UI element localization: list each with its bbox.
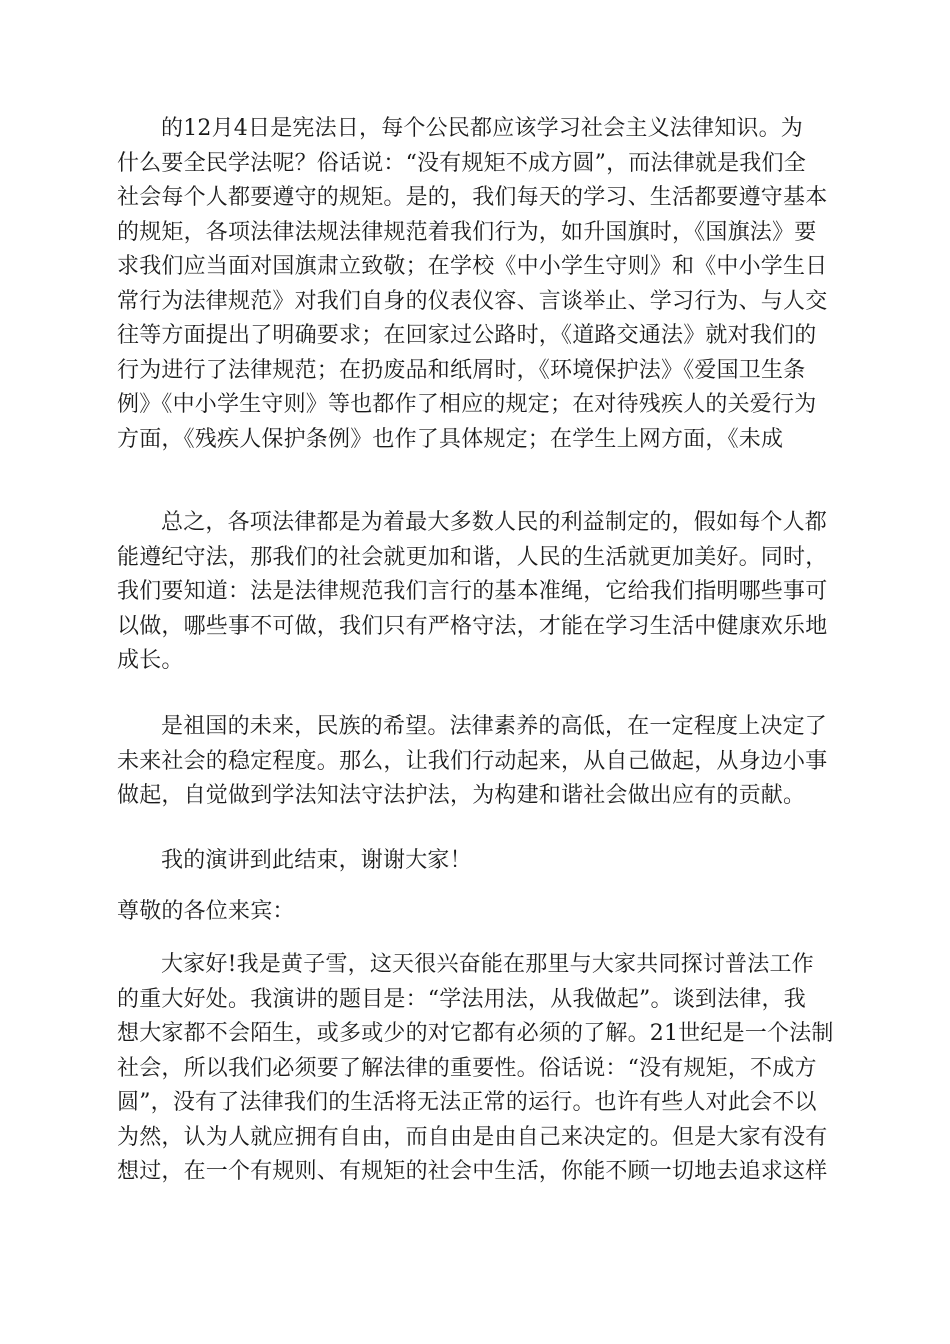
text-line: 行为进行了法律规范；在扔废品和纸屑时，《环境保护法》《爱国卫生条: [117, 357, 806, 383]
text-line: 想过，在一个有规则、有规矩的社会中生活，你能不顾一切地去追求这样: [117, 1159, 828, 1184]
text-line: 的12月4日是宪法日，每个公民都应该学习社会主义法律知识。为: [161, 116, 803, 141]
text-line: 我的演讲到此结束，谢谢大家！: [161, 848, 472, 873]
text-line: 例》《中小学生守则》等也都作了相应的规定；在对待残疾人的关爱行为: [117, 392, 817, 417]
text-line: 是祖国的未来，民族的希望。法律素养的高低，在一定程度上决定了: [161, 714, 828, 739]
text-line: 的重大好处。我演讲的题目是：“学法用法，从我做起”。谈到法律，我: [117, 986, 806, 1012]
text-line: 社会每个人都要遵守的规矩。是的，我们每天的学习、生活都要遵守基本: [117, 185, 828, 210]
text-line: 社会，所以我们必须要了解法律的重要性。俗话说：“没有规矩，不成方: [117, 1055, 817, 1081]
paragraph-salutation: [117, 895, 837, 930]
text-line: 尊敬的各位来宾：: [117, 899, 295, 924]
text-line: 什么要全民学法呢？俗话说：“没有规矩不成方圆”，而法律就是我们全: [117, 150, 806, 176]
text-line: 能遵纪守法，那我们的社会就更加和谐，人民的生活就更加美好。同时，: [117, 544, 828, 570]
text-line: 大家好!我是黄子雪，这天很兴奋能在那里与大家共同探讨普法工作: [161, 952, 814, 977]
paragraph-speech-intro: [117, 948, 837, 1190]
text-line: 我们要知道：法是法律规范我们言行的基本准绳，它给我们指明哪些事可: [117, 579, 828, 604]
text-line: 往等方面提出了明确要求；在回家过公路时，《道路交通法》就对我们的: [117, 323, 817, 348]
text-line: 为然，认为人就应拥有自由，而自由是由自己来决定的。但是大家有没有: [117, 1124, 828, 1150]
text-line: 以做，哪些事不可做，我们只有严格守法，才能在学习生活中健康欢乐地: [117, 613, 828, 639]
paragraph-constitution-day: [117, 112, 837, 457]
paragraph-closing: [117, 844, 837, 879]
text-line: 做起，自觉做到学法知法守法护法，为构建和谐社会做出应有的贡献。: [117, 783, 806, 808]
text-line: 总之，各项法律都是为着最大多数人民的利益制定的，假如每个人都: [161, 510, 828, 535]
text-line: 圆”，没有了法律我们的生活将无法正常的运行。也许有些人对此会不以: [117, 1090, 817, 1115]
text-line: 未来社会的稳定程度。那么，让我们行动起来，从自己做起，从身边小事: [117, 748, 828, 774]
text-line: 求我们应当面对国旗肃立致敬；在学校《中小学生守则》和《中小学生日: [117, 254, 828, 279]
text-line: 想大家都不会陌生，或多或少的对它都有必须的了解。21世纪是一个法制: [117, 1021, 834, 1046]
text-line: 常行为法律规范》对我们自身的仪表仪容、言谈举止、学习行为、与人交: [117, 288, 828, 314]
text-line: 成长。: [117, 648, 184, 673]
paragraph-conclusion: [117, 506, 837, 679]
text-line: 的规矩，各项法律法规法律规范着我们行为，如升国旗时，《国旗法》要: [117, 219, 817, 245]
text-line: 方面，《残疾人保护条例》也作了具体规定；在学生上网方面，《未成: [117, 426, 784, 452]
paragraph-future: [117, 710, 837, 814]
